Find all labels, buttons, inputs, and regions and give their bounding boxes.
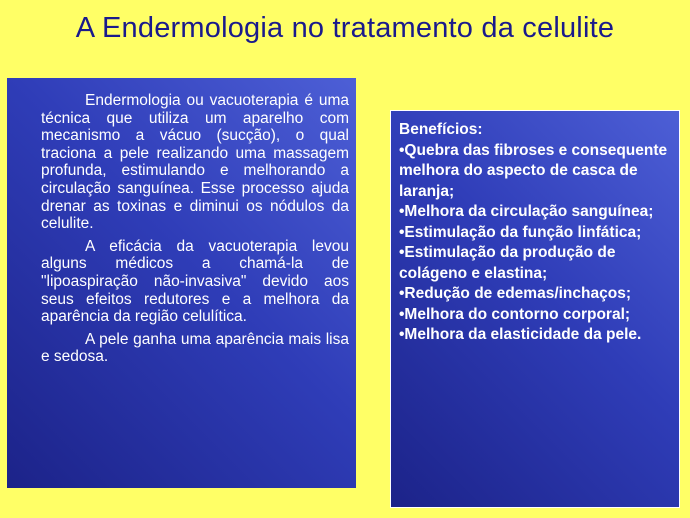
benefit-item: •Estimulação da função linfática;: [399, 223, 642, 241]
benefit-item: •Melhora da circulação sanguínea;: [399, 203, 654, 220]
description-paragraph-3: A pele ganha uma aparência mais lisa e sedosa.: [41, 330, 349, 366]
description-paragraph-2: A eficácia da vacuoterapia levou alguns médicos a chamá-la de "lipoaspiração não-invasiva" devido aos seus efeitos redutores e a melhora da aparência da região celulítica.: [41, 237, 349, 326]
description-paragraph-1: Endermologia ou vacuoterapia é uma técnica que utiliza um aparelho com mecanismo a vácuo (sucção), o qual traciona a pele realizando uma massagem profunda, estimulando e melhorando a circulação sanguínea. Esse processo ajuda drenar as toxinas e diminui os nódulos da celulite.: [41, 92, 349, 233]
benefits-list: [399, 141, 673, 346]
benefit-item: •Melhora do contorno corporal;: [399, 305, 631, 323]
slide-title: A Endermologia no tratamento da celulite: [75, 12, 615, 44]
benefit-item: •Quebra das fibroses e consequente melhora do aspecto de casca de laranja;: [399, 141, 668, 200]
benefit-item: •Melhora da elasticidade da pele.: [399, 326, 642, 343]
benefit-item: •Redução de edemas/inchaços;: [399, 285, 631, 302]
benefits-heading: Benefícios:: [399, 121, 483, 138]
description-panel: [7, 78, 356, 488]
benefit-item: •Estimulação da produção de colágeno e elastina;: [399, 244, 616, 282]
benefits-panel: [390, 110, 680, 508]
